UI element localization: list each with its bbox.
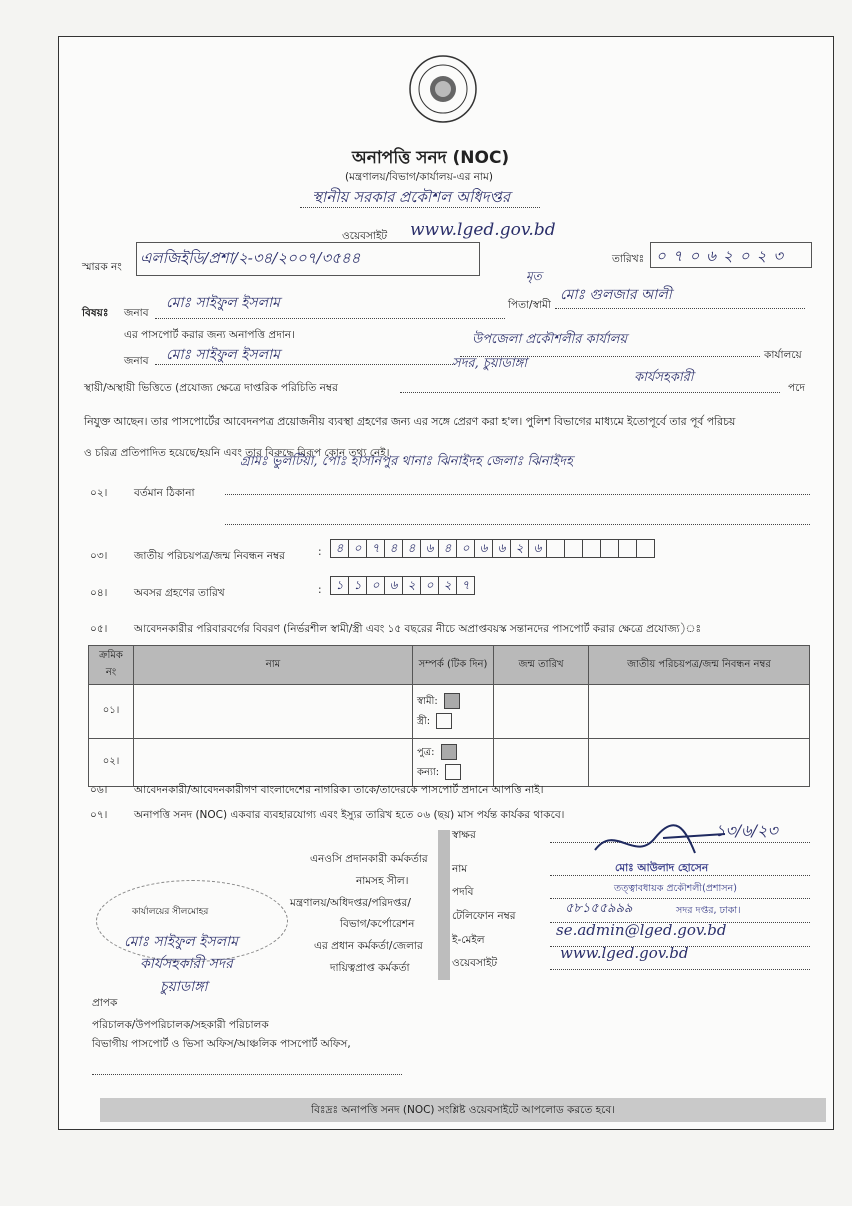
item-07-number: ০৭। [90, 809, 108, 821]
recipient-label: প্রাপক [92, 997, 118, 1009]
post-value: কার্যসহকারী [634, 370, 694, 385]
body-janab: জনাব [124, 355, 149, 367]
signature-date: ১৩/৬/২৩ [715, 821, 778, 840]
field-email: ই-মেইল [452, 934, 485, 946]
office-seal-hw-2: কার্যসহকারী সদর [140, 956, 233, 972]
recipient-line-1: পরিচালক/উপপরিচালক/সহকারী পরিচালক [92, 1019, 269, 1031]
colon: : [318, 546, 322, 558]
digit-box [546, 539, 565, 558]
date-label: তারিখঃ [612, 253, 645, 265]
digit-box: ৭ [456, 576, 475, 595]
office-seal-hw-3: চুয়াডাঙ্গা [160, 979, 208, 995]
digit-box: ২ [402, 576, 421, 595]
digit-box: ২ [438, 576, 457, 595]
field-website: ওয়েবসাইট [452, 957, 498, 969]
item-02-number: ০২। [90, 487, 108, 499]
col-nid: জাতীয় পরিচয়পত্র/জন্ম নিবন্ধন নম্বর [589, 646, 810, 685]
website-handwritten: www.lged.gov.bd [560, 944, 689, 962]
website-label: ওয়েবসাইট [342, 230, 388, 242]
footer-note: বিঃদ্রঃ অনাপত্তি সনদ (NOC) সংশ্লিষ্ট ওয়েবসাইটে আপলোড করতে হবে। [100, 1098, 826, 1122]
row-serial: ০২। [89, 739, 134, 787]
relation-wife: স্ত্রী: [417, 715, 431, 727]
father-label: পিতা/স্বামী [508, 299, 551, 311]
digit-box [636, 539, 655, 558]
digit-box: ৬ [420, 539, 439, 558]
col-dob: জন্ম তারিখ [494, 646, 589, 685]
signatory-line-5: এর প্রধান কর্মকর্তা/জেলার [314, 940, 423, 952]
digit-box: ১ [330, 576, 349, 595]
family-table [88, 645, 810, 787]
janab-label: জনাব [124, 307, 149, 319]
son-checkbox[interactable] [441, 744, 457, 760]
date-value: ০৭০৬২০২৩ [656, 247, 791, 265]
form-title: অনাপত্তি সনদ (NOC) [352, 148, 510, 168]
subject-label: বিষয়ঃ [82, 307, 109, 319]
signatory-line-1: এনওসি প্রদানকারী কর্মকর্তার [310, 853, 428, 865]
relation-husband: স্বামী: [417, 695, 438, 707]
signatory-line-4: বিভাগ/কর্পোরেশন [340, 918, 415, 930]
wife-checkbox[interactable] [436, 713, 452, 729]
field-name: নাম [452, 863, 468, 875]
digit-box [582, 539, 601, 558]
body-line-2: স্থায়ী/অস্থায়ী ভিত্তিতে (প্রযোজ্য ক্ষেত্রে দাপ্তরিক পরিচিতি নম্বর [84, 382, 338, 394]
row-serial: ০১। [89, 685, 134, 739]
item-03-number: ০৩। [90, 550, 108, 562]
father-name: মোঃ গুলজার আলী [560, 287, 672, 303]
item-04-label: অবসর গ্রহণের তারিখ [134, 587, 225, 599]
item-07-label: অনাপত্তি সনদ (NOC) একবার ব্যবহারযোগ্য এবং ইস্যুর তারিখ হতে ০৬ (ছয়) মাস পর্যন্ত কার্যকর থাকবে। [134, 809, 565, 821]
stamp-post: তত্ত্বাবধায়ক প্রকৌশলী(প্রশাসন) [614, 883, 737, 894]
item-05-number: ০৫। [90, 623, 108, 635]
field-phone: টেলিফোন নম্বর [452, 910, 516, 922]
signatory-line-3: মন্ত্রণালয়/অধিদপ্তর/পরিদপ্তর/ [290, 897, 411, 909]
office-seal-hw-1: মোঃ সাইফুল ইসলাম [124, 934, 238, 950]
body-line-4: ও চরিত্র প্রতিপাদিত হয়েছে/হয়নি এবং তার বিরুদ্ধে বিরূপ কোন তথ্য নেই। [84, 447, 390, 459]
email-value: se.admin@lged.gov.bd [556, 921, 727, 939]
item-03-label: জাতীয় পরিচয়পত্র/জন্ম নিবন্ধন নম্বর [134, 550, 285, 562]
nid-box-row [330, 538, 654, 558]
relation-daughter: কন্যা: [417, 766, 440, 778]
daughter-checkbox[interactable] [445, 764, 461, 780]
office-name: স্থানীয় সরকার প্রকৌশল অধিদপ্তর [312, 188, 511, 206]
office-line-1: উপজেলা প্রকৌশলীর কার্যালয় [472, 332, 627, 347]
digit-box: ০ [456, 539, 475, 558]
address-value: গ্রামঃ ভুলটিয়া, পোঃ হাসানপুর থানাঃ ঝিনাইদহ জেলাঃ ঝিনাইদহ [240, 454, 573, 469]
item-05-label: আবেদনকারীর পরিবারবর্গের বিবরণ (নির্ভরশীল স্বামী/স্ত্রী এবং ১৫ বছরের নীচে অপ্রাপ্তবয়স্ক সন্তানদের পাসপোর্ট করার ক্ষেত্রে প্রযোজ্য)ঃ [134, 623, 702, 635]
digit-box: ৬ [492, 539, 511, 558]
applicant-name: মোঃ সাইফুল ইসলাম [166, 295, 280, 311]
memo-label: স্মারক নং [82, 261, 122, 273]
stamp-name: মোঃ আউলাদ হোসেন [615, 862, 709, 874]
body-line-3: নিযুক্ত আছেন। তার পাসপোর্টের আবেদনপত্র প্রয়োজনীয় ব্যবস্থা গ্রহণের জন্য এর সঙ্গে প্রেরণ করা হ'ল। পুলিশ বিভাগের মাধ্যমে ইতোপূর্বে তার পূর্ব পরিচয় [84, 415, 736, 428]
signatory-line-2: নামসহ সীল। [356, 875, 409, 887]
digit-box [600, 539, 619, 558]
digit-box: ০ [348, 539, 367, 558]
field-post: পদবি [452, 886, 474, 898]
relation-son: পুত্র: [417, 746, 435, 758]
digit-box: ৭ [366, 539, 385, 558]
item-06-number: ০৬। [90, 784, 108, 796]
vertical-stamp-strip [438, 830, 450, 980]
body-name: মোঃ সাইফুল ইসলাম [166, 347, 280, 363]
phone-value: ৫৮১৫৫৯৯৯ [565, 901, 633, 916]
signatory-line-6: দায়িত্বপ্রাপ্ত কর্মকর্তা [330, 962, 410, 974]
digit-box: ০ [366, 576, 385, 595]
form-subtitle: (মন্ত্রণালয়/বিভাগ/কার্যালয়-এর নাম) [345, 171, 493, 183]
office-line-2: সদর, চুয়াডাঙ্গা [452, 356, 528, 371]
col-serial: ক্রমিক নং [89, 646, 134, 685]
digit-box: ৪ [384, 539, 403, 558]
post-suffix: পদে [788, 382, 805, 394]
col-relation: সম্পর্ক (টিক দিন) [413, 646, 494, 685]
digit-box: ১ [348, 576, 367, 595]
table-row [89, 739, 810, 787]
item-04-number: ০৪। [90, 587, 108, 599]
retirement-date-box-row [330, 575, 474, 595]
digit-box: ৪ [402, 539, 421, 558]
col-name: নাম [134, 646, 413, 685]
stamp-office: সদর দপ্তর, ঢাকা। [676, 905, 741, 916]
digit-box: ৬ [474, 539, 493, 558]
husband-checkbox[interactable] [444, 693, 460, 709]
digit-box [618, 539, 637, 558]
recipient-line-2: বিভাগীয় পাসপোর্ট ও ভিসা অফিস/আঞ্চলিক পাসপোর্ট অফিস, [92, 1038, 351, 1050]
digit-box: ২ [510, 539, 529, 558]
website-value: www.lged.gov.bd [410, 220, 556, 240]
subject-purpose: এর পাসপোর্ট করার জন্য অনাপত্তি প্রদান। [124, 329, 295, 341]
item-02-label: বর্তমান ঠিকানা [134, 487, 195, 499]
digit-box: ৪ [438, 539, 457, 558]
colon: : [318, 584, 322, 596]
office-seal-title: কার্যালয়ের সীলমোহর [132, 907, 209, 917]
table-row [89, 685, 810, 739]
late-mark: মৃত [526, 269, 542, 283]
item-06-label: আবেদনকারী/আবেদনকারীগণ বাংলাদেশের নাগরিক। তাকে/তাদেরকে পাসপোর্ট প্রদানে আপত্তি নাই। [134, 784, 544, 796]
digit-box: ৬ [384, 576, 403, 595]
digit-box [564, 539, 583, 558]
digit-box: ৪ [330, 539, 349, 558]
government-seal [408, 54, 478, 124]
memo-value: এলজিইডি/প্রশা/২-৩৪/২০০৭/৩৫৪৪ [140, 249, 361, 267]
digit-box: ৬ [528, 539, 547, 558]
field-signature: স্বাক্ষর [452, 829, 476, 841]
digit-box: ০ [420, 576, 439, 595]
office-suffix: কার্যালয়ে [764, 349, 802, 361]
